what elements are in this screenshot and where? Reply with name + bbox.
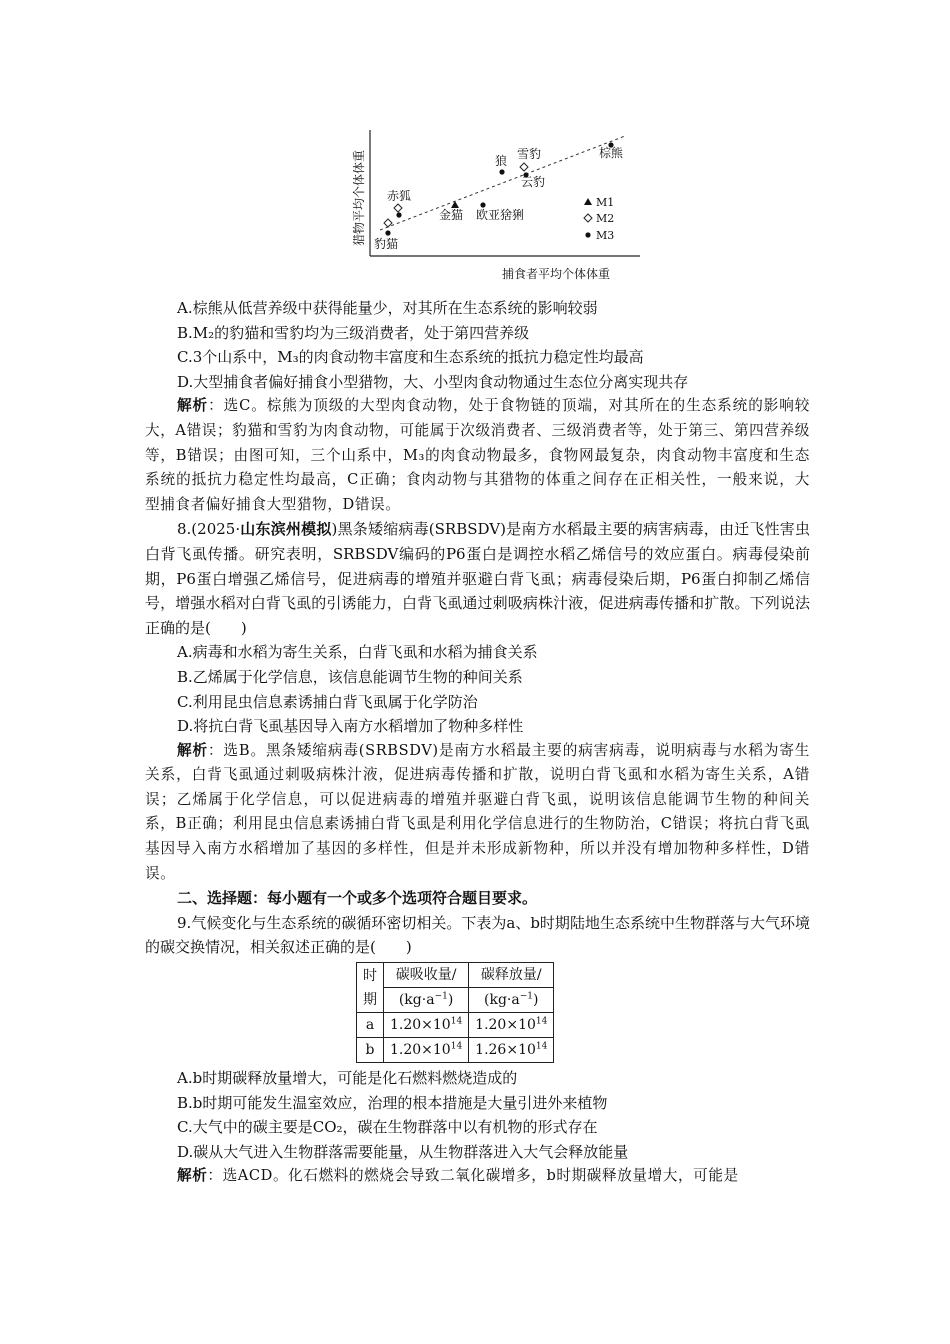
y-axis-label: 猎物平均个体体重: [352, 149, 366, 246]
point-chihu-m3: [396, 212, 401, 217]
label-lang: 狼: [495, 154, 508, 168]
cell-absorb: $1.20\times 10^{14}$: [384, 1013, 469, 1038]
q8-source: 山东滨州模拟: [240, 520, 332, 539]
unit-release: $(kg\cdot a^{-1})$: [469, 988, 554, 1013]
q9-option-d: D.碳从大气进入生物群落需要能量，从生物群落进入大气会释放能量: [177, 1142, 629, 1161]
label-yunbao: 云豹: [521, 175, 546, 189]
header-release: 碳释放量/: [469, 963, 554, 988]
legend-m3: M3: [596, 229, 615, 242]
q8-analysis: [145, 739, 810, 887]
x-axis-label: 捕食者平均个体体重: [502, 267, 611, 281]
cell-release: $1.20\times 10^{14}$: [469, 1013, 554, 1038]
q9-analysis-label: 解析: [177, 1167, 208, 1185]
q9-analysis-text: ：选ACD。化石燃料的燃烧会导致二氧化碳增多，b时期碳释放量增大，可能是: [207, 1167, 739, 1185]
legend-m3-marker: [585, 232, 590, 237]
q9-stem: 9.气候变化与生态系统的碳循环密切相关。下表为a、b时期陆地生态系统中生物群落与大气环境的碳交换情况，相关叙述正确的是( ): [145, 913, 810, 957]
q9-option-c: C.大气中的碳主要是CO₂，碳在生物群落中以有机物的形式存在: [177, 1118, 598, 1137]
table-header-row: [357, 963, 554, 988]
table-row: [357, 1013, 554, 1038]
section-heading: 二、选择题：每小题有一个或多个选项符合题目要求。: [177, 889, 538, 908]
q8-option-d: D.将抗白背飞虱基因导入南方水稻增加了物种多样性: [177, 717, 524, 736]
label-zongxiong: 棕熊: [599, 146, 624, 160]
content: [145, 296, 810, 1189]
q7-option-a: A.棕熊从低营养级中获得能量少，对其所在生态系统的影响较弱: [177, 299, 598, 317]
label-baomao: 豹猫: [374, 237, 399, 251]
q8-option-b: B.乙烯属于化学信息，该信息能调节生物的种间关系: [177, 667, 523, 686]
legend-m1: M1: [596, 196, 615, 209]
q8-stem-text: )黑条矮缩病毒(SRBSDV)是南方水稻最主要的病害病毒，由迁飞性害虫白背飞虱传播。研究表明，SRBSDV编码的P6蛋白是调控水稻乙烯信号的效应蛋白。病毒侵染前期，P6蛋白增强乙烯信号，促进病毒的增殖并驱避白背飞虱；病毒侵染后期，P6蛋白抑制乙烯信号，增强水稻对白背飞虱的引诱能力，白背飞虱通过刺吸病株汁液，促进病毒传播和扩散。下列说法正确的是( ): [145, 520, 810, 637]
header-absorb: 碳吸收量/: [384, 963, 469, 988]
point-lang: [499, 169, 504, 174]
q7-analysis: [145, 394, 810, 517]
header-period: 时 期: [357, 963, 384, 1013]
q8-stem: [145, 517, 810, 640]
label-jinmao: 金猫: [439, 208, 464, 222]
q9-analysis: [145, 1164, 810, 1189]
cell-absorb: $1.20\times 10^{14}$: [384, 1038, 469, 1063]
point-chihu: [394, 204, 402, 212]
point-jinmao: [451, 201, 459, 208]
q8-option-a: A.病毒和水稻为寄生关系，白背飞虱和水稻为捕食关系: [177, 643, 538, 662]
q7-option-d: D.大型捕食者偏好捕食小型猎物，大、小型肉食动物通过生态位分离实现共存: [177, 372, 689, 391]
table-row: [357, 1038, 554, 1063]
point-xuebao: [520, 163, 528, 171]
q8-analysis-label: 解析: [177, 741, 208, 759]
q9-option-a: A.b时期碳释放量增大，可能是化石燃料燃烧造成的: [177, 1069, 518, 1088]
cell-release: $1.26\times 10^{14}$: [469, 1038, 554, 1063]
q8-prefix: 8.(2025·: [177, 520, 241, 539]
label-chihu: 赤狐: [387, 189, 412, 203]
q7-option-c: C.3个山系中，M₃的肉食动物丰富度和生态系统的抵抗力稳定性均最高: [177, 348, 644, 367]
cell-period: a: [357, 1013, 384, 1038]
legend-m1-marker: [584, 198, 592, 205]
q8-analysis-text: ：选B。黑条矮缩病毒(SRBSDV)是南方水稻最主要的病害病毒，说明病毒与水稻为寄生关系，白背飞虱通过刺吸病株汁液，促进病毒传播和扩散，说明白背飞虱和水稻为寄生关系，A错误；乙烯属于化学信息，可以促进病毒的增殖并驱避白背飞虱，说明该信息能调节生物的种间关系，B正确；利用昆虫信息素诱捕白背飞虱是利用化学信息进行的生物防治，C错误；将抗白背飞虱基因导入南方水稻增加了基因的多样性，但是并未形成新物种，所以并没有增加物种多样性，D错误。: [145, 741, 810, 882]
unit-absorb: $(kg\cdot a^{-1})$: [384, 988, 469, 1013]
q7-analysis-text: ：选C。棕熊为顶级的大型肉食动物，处于食物链的顶端，对其所在的生态系统的影响较大，A错误；豹猫和雪豹为肉食动物，可能属于次级消费者、三级消费者等，处于第三、第四营养级等，B错误；由图可知，三个山系中，M₃的肉食动物最多，食物网最复杂，肉食动物丰富度和生态系统的抵抗力稳定性均最高，C正确；食肉动物与其猎物的体重之间存在正相关性，一般来说，大型捕食者偏好捕食大型猎物，D错误。: [145, 397, 810, 513]
legend-m2-marker: [584, 214, 592, 222]
point-baomao: [384, 219, 392, 227]
q7-analysis-label: 解析: [177, 397, 209, 415]
legend-m2: M2: [596, 212, 615, 225]
point-ouyasunli: [480, 202, 485, 207]
label-xuebao: 雪豹: [517, 147, 542, 161]
table-unit-row: [357, 988, 554, 1013]
q8-option-c: C.利用昆虫信息素诱捕白背飞虱属于化学防治: [177, 692, 478, 711]
scatter-figure: [340, 118, 660, 290]
q7-option-b: B.M₂的豹猫和雪豹均为三级消费者，处于第四营养级: [177, 323, 530, 342]
cell-period: b: [357, 1038, 384, 1063]
point-baomao-m3: [385, 230, 390, 235]
q9-option-b: B.b时期可能发生温室效应，治理的根本措施是大量引进外来植物: [177, 1093, 608, 1112]
label-ouyasunli: 欧亚猞猁: [476, 208, 525, 222]
carbon-table: [356, 962, 554, 1063]
